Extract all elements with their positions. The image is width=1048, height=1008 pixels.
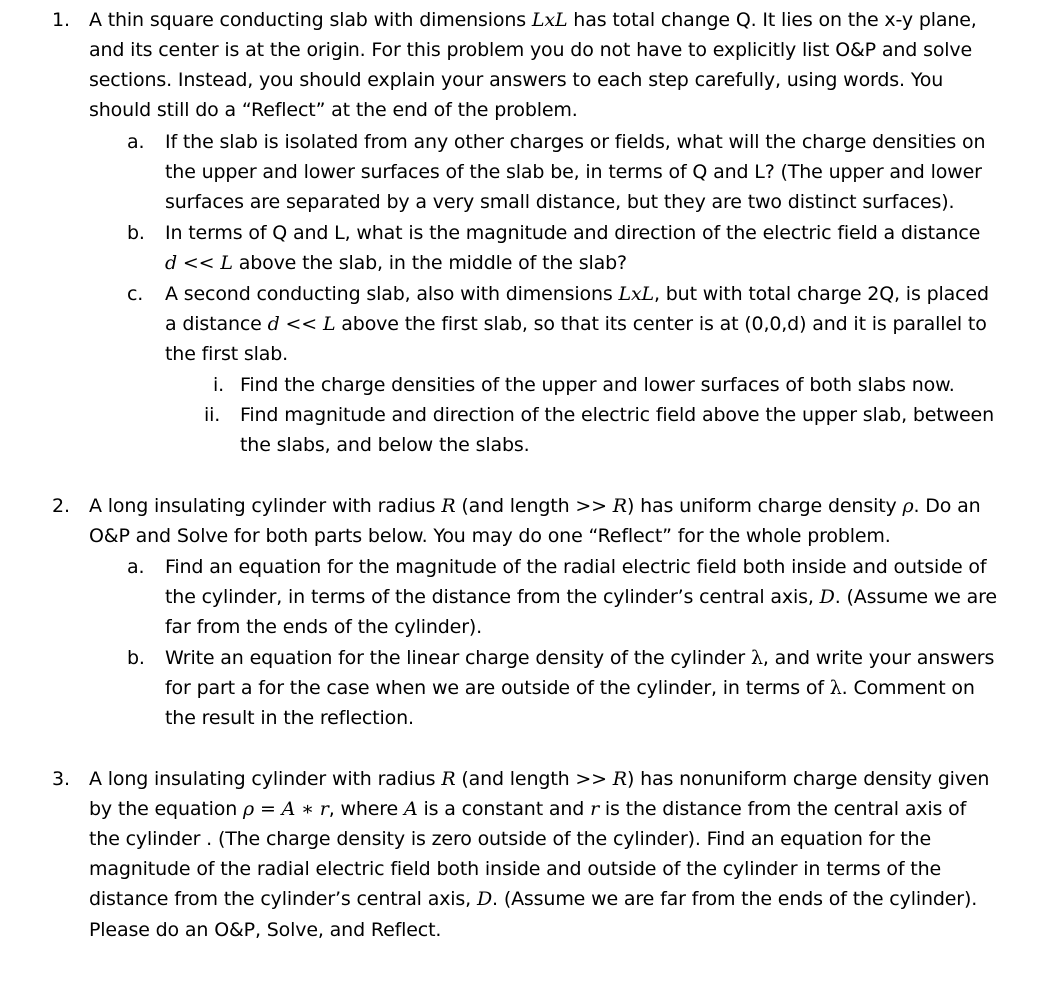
part-label: a.: [127, 556, 145, 578]
text-run: above the first slab, so that its center is at (0,0,d) and it is parallel to: [335, 313, 987, 335]
text-line: [240, 433, 530, 457]
text-run: A second conducting slab, also with dimensions: [165, 283, 619, 305]
math-run: ρ: [902, 495, 914, 517]
text-run: . (Assume we are: [834, 586, 997, 608]
text-run: sections. Instead, you should explain your answers to each step carefully, using words. You: [89, 69, 944, 91]
math-run: =: [254, 798, 282, 820]
math-run: d << L: [165, 252, 233, 274]
subpart-label: ii.: [204, 404, 221, 426]
text-line: [165, 615, 482, 639]
text-run: Find the charge densities of the upper and lower surfaces of both slabs now.: [240, 374, 955, 396]
math-run: ρ: [243, 798, 255, 820]
text-line: [165, 190, 954, 214]
math-run: r: [319, 798, 329, 820]
problem-number: 3.: [52, 768, 70, 790]
text-run: O&P and Solve for both parts below. You may do one “Reflect” for the whole problem.: [89, 525, 891, 547]
text-run: (and length >>: [455, 768, 613, 790]
math-run: R: [441, 768, 456, 790]
text-line: [240, 403, 994, 427]
math-run: LxL: [531, 9, 568, 31]
text-run: A thin square conducting slab with dimensions: [89, 9, 532, 31]
text-run: Write an equation for the linear charge density of the cylinder: [165, 647, 751, 669]
text-line: [89, 887, 977, 911]
text-run: A long insulating cylinder with radius: [89, 768, 442, 790]
text-line: [240, 373, 955, 397]
math-run: ∗: [295, 798, 320, 820]
math-run: R: [612, 495, 627, 517]
math-run: R: [612, 768, 627, 790]
text-run: the slabs, and below the slabs.: [240, 434, 530, 456]
text-run: Find magnitude and direction of the electric field above the upper slab, between: [240, 404, 994, 426]
text-line: [165, 312, 987, 336]
text-line: [165, 342, 288, 366]
text-run: ) has nonuniform charge density given: [626, 768, 990, 790]
text-run: . (Assume we are far from the ends of the cylinder).: [492, 888, 978, 910]
text-run: should still do a “Reflect” at the end of the problem.: [89, 99, 578, 121]
part-label: a.: [127, 131, 145, 153]
text-run: . Comment on: [841, 677, 975, 699]
text-line: [165, 282, 989, 306]
text-run: ) has uniform charge density: [626, 495, 903, 517]
text-line: [89, 857, 941, 881]
text-run: , but with total charge 2Q, is placed: [653, 283, 989, 305]
text-run: A long insulating cylinder with radius: [89, 495, 442, 517]
text-line: [165, 555, 986, 579]
text-line: [89, 494, 981, 518]
text-line: [89, 797, 966, 821]
text-run: is the distance from the central axis of: [599, 798, 967, 820]
text-run: (and length >>: [455, 495, 613, 517]
text-line: [89, 68, 943, 92]
math-run: L: [322, 313, 336, 335]
part-label: b.: [127, 222, 145, 244]
text-line: [165, 646, 994, 670]
text-line: [89, 38, 972, 62]
text-run: above the slab, in the middle of the slab?: [232, 252, 627, 274]
problem-number: 1.: [52, 9, 70, 31]
text-line: [165, 221, 980, 245]
text-run: by the equation: [89, 798, 244, 820]
text-line: [89, 98, 578, 122]
subpart-label: i.: [213, 374, 225, 396]
text-line: [165, 160, 982, 184]
text-run: a distance: [165, 313, 268, 335]
text-run: surfaces are separated by a very small distance, but they are two distinct surfaces).: [165, 191, 955, 213]
text-run: , and write your answers: [762, 647, 995, 669]
part-label: c.: [127, 283, 144, 305]
text-run: has total change Q. It lies on the x-y plane,: [567, 9, 977, 31]
text-line: [89, 827, 931, 851]
text-run: the upper and lower surfaces of the slab be, in terms of Q and L? (The upper and lower: [165, 161, 982, 183]
part-label: b.: [127, 647, 145, 669]
text-run: the first slab.: [165, 343, 289, 365]
text-line: [89, 8, 977, 32]
text-line: [165, 251, 627, 275]
text-run: distance from the cylinder’s central axis,: [89, 888, 477, 910]
problem-number: 2.: [52, 495, 70, 517]
math-run: D: [819, 586, 835, 608]
text-line: [89, 918, 441, 942]
text-run: for part a for the case when we are outside of the cylinder, in terms of: [165, 677, 830, 699]
text-line: [89, 767, 989, 791]
text-run: the cylinder, in terms of the distance from the cylinder’s central axis,: [165, 586, 820, 608]
text-run: , where: [328, 798, 404, 820]
math-run: λ: [750, 647, 763, 669]
text-run: magnitude of the radial electric field both inside and outside of the cylinder in terms of the: [89, 858, 942, 880]
math-run: λ: [829, 677, 842, 699]
math-run: LxL: [618, 283, 654, 305]
text-line: [165, 706, 414, 730]
text-run: . Do an: [913, 495, 981, 517]
text-run: the result in the reflection.: [165, 707, 414, 729]
text-line: [165, 130, 985, 154]
text-run: Find an equation for the magnitude of the radial electric field both inside and outside of: [165, 556, 987, 578]
math-run: r: [590, 798, 600, 820]
text-run: If the slab is isolated from any other charges or fields, what will the charge densities on: [165, 131, 986, 153]
math-run: R: [441, 495, 456, 517]
text-run: In terms of Q and L, what is the magnitude and direction of the electric field a distance: [165, 222, 981, 244]
text-line: [165, 676, 975, 700]
math-run: A: [403, 798, 418, 820]
text-run: and its center is at the origin. For this problem you do not have to explicitly list O&P and solve: [89, 39, 973, 61]
text-line: [165, 585, 997, 609]
text-run: far from the ends of the cylinder).: [165, 616, 483, 638]
math-run: d <<: [267, 313, 318, 335]
text-run: Please do an O&P, Solve, and Reflect.: [89, 919, 442, 941]
text-run: the cylinder . (The charge density is zero outside of the cylinder). Find an equation for the: [89, 828, 931, 850]
math-run: A: [281, 798, 296, 820]
math-run: D: [476, 888, 493, 910]
text-run: is a constant and: [417, 798, 591, 820]
text-line: [89, 524, 891, 548]
